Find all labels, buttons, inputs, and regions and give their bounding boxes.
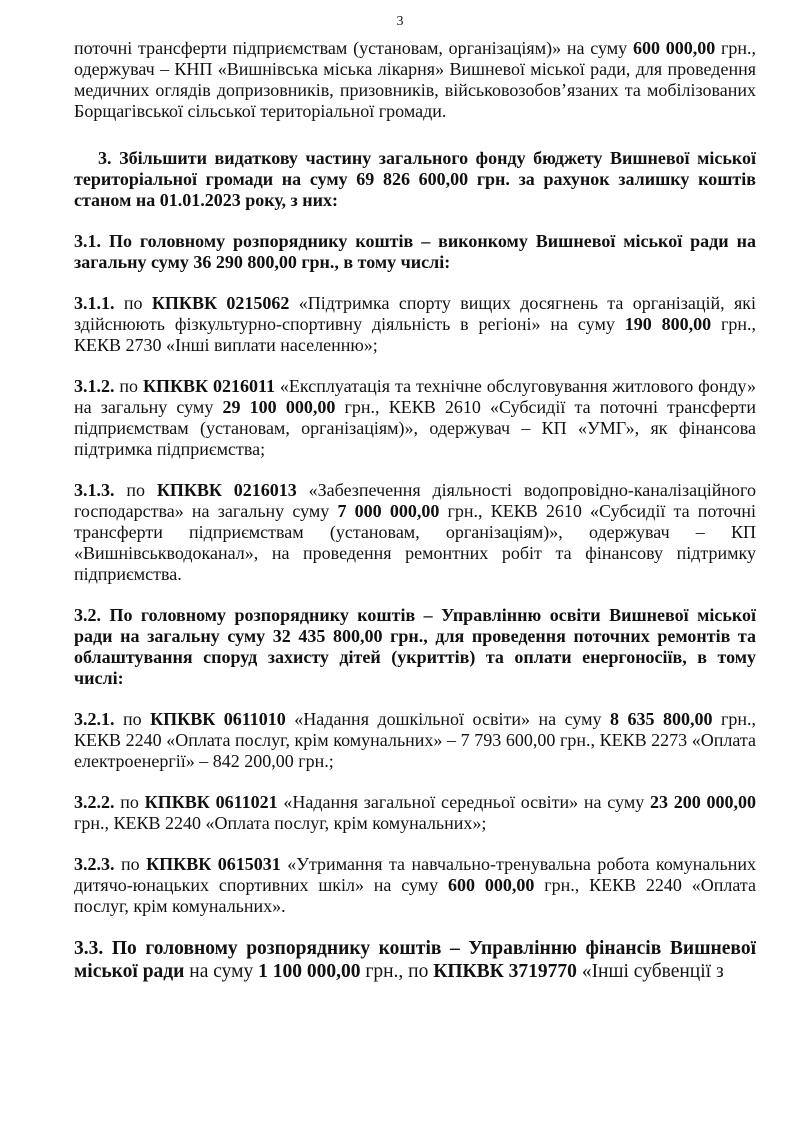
amount: 23 200 000,00	[649, 792, 756, 812]
section-3-heading: 3. Збільшити видаткову частину загального фонду бюджету Вишневої міської територіальної громади на суму 69 826 600,00 грн. за рахунок залишку коштів станом на 01.01.2023 року, з них:	[74, 148, 756, 210]
section-3-3-heading: 3.3. По головному розпоряднику коштів – Управлінню фінансів Вишневої міської ради	[74, 938, 756, 982]
budget-code: КПКВК 0216013	[156, 480, 297, 500]
amount: 190 800,00	[624, 314, 712, 334]
amount: 600 000,00	[448, 875, 535, 895]
budget-code: КПКВК 0611021	[144, 792, 278, 812]
item-number: 3.1.1.	[74, 293, 115, 313]
item-3-1-1: 3.1.1. по КПКВК 0215062 «Підтримка спорту вищих досягнень та організацій, які здійснюють фізкультурно-спортивну діяльність в регіоні» на суму 190 800,00 грн., КЕКВ 2730 «Інші виплати населенню»;	[74, 293, 757, 355]
item-3-2-1: 3.2.1. по КПКВК 0611010 «Надання дошкільної освіти» на суму 8 635 800,00 грн., КЕКВ 2240 «Оплата послуг, крім комунальних» – 7 793 600,00 грн., КЕКВ 2273 «Оплата електроенергії» – 842 200,00 грн.;	[74, 709, 757, 771]
section-3-1-heading: 3.1. По головному розпоряднику коштів – виконкому Вишневої міської ради на загальну суму 36 290 800,00 грн., в тому числі:	[74, 231, 756, 272]
budget-code: КПКВК 0615031	[146, 854, 281, 874]
item-number: 3.1.2.	[74, 376, 115, 396]
item-number: 3.1.3.	[74, 480, 115, 500]
document-body	[74, 38, 756, 983]
budget-code: КПКВК 0611010	[150, 709, 286, 729]
intro-paragraph: поточні трансферти підприємствам (установам, організаціям)» на суму 600 000,00 грн., одержувач – КНП «Вишнівська міська лікарня» Вишневої міської ради, для проведення медичних оглядів допризовників, призовників, військовозобов’язаних та мобілізованих Борщагівської сільської територіальної громади.	[74, 38, 757, 121]
item-3-2-2: 3.2.2. по КПКВК 0611021 «Надання загальної середньої освіти» на суму 23 200 000,00 грн., КЕКВ 2240 «Оплата послуг, крім комунальних»;	[74, 792, 756, 833]
item-3-1-3: 3.1.3. по КПКВК 0216013 «Забезпечення діяльності водопровідно-каналізаційного господарства» на загальну суму 7 000 000,00 грн., КЕКВ 2610 «Субсидії та поточні трансферти підприємствам (установам, організаціям)», одержувач – КП «Вишнівськводоканал», на проведення ремонтних робіт та фінансову підтримку підприємства.	[74, 480, 756, 584]
item-3-1-2: 3.1.2. по КПКВК 0216011 «Експлуатація та технічне обслуговування житлового фонду» на загальну суму 29 100 000,00 грн., КЕКВ 2610 «Субсидії та поточні трансферти підприємствам (установам, організаціям)», одержувач – КП «УМГ», як фінансова підтримка підприємства;	[74, 376, 757, 459]
amount: 8 635 800,00	[610, 709, 713, 729]
section-3-2-heading: 3.2. По головному розпоряднику коштів – Управлінню освіти Вишневої міської ради на загальну суму 32 435 800,00 грн., для проведення поточних ремонтів та облаштування споруд захисту дітей (укриттів) та оплати енергоносіїв, в тому числі:	[74, 605, 756, 688]
budget-code: КПКВК 3719770	[433, 961, 577, 982]
item-3-2-3: 3.2.3. по КПКВК 0615031 «Утримання та навчально-тренувальна робота комунальних дитячо-юнацьких спортивних шкіл» на суму 600 000,00 грн., КЕКВ 2240 «Оплата послуг, крім комунальних».	[74, 854, 756, 916]
amount: 600 000,00	[632, 38, 716, 58]
item-number: 3.2.3.	[74, 854, 115, 874]
page-number: 3	[396, 14, 404, 29]
amount: 1 100 000,00	[258, 961, 361, 982]
item-number: 3.2.1.	[74, 709, 115, 729]
section-3-3: 3.3. По головному розпоряднику коштів – Управлінню фінансів Вишневої міської ради на суму 1 100 000,00 грн., по КПКВК 3719770 «Інші субвенції з	[74, 938, 756, 982]
item-number: 3.2.2.	[74, 792, 115, 812]
amount: 7 000 000,00	[337, 501, 440, 521]
budget-code: КПКВК 0216011	[142, 376, 276, 396]
budget-code: КПКВК 0215062	[151, 293, 290, 313]
amount: 29 100 000,00	[222, 397, 336, 417]
